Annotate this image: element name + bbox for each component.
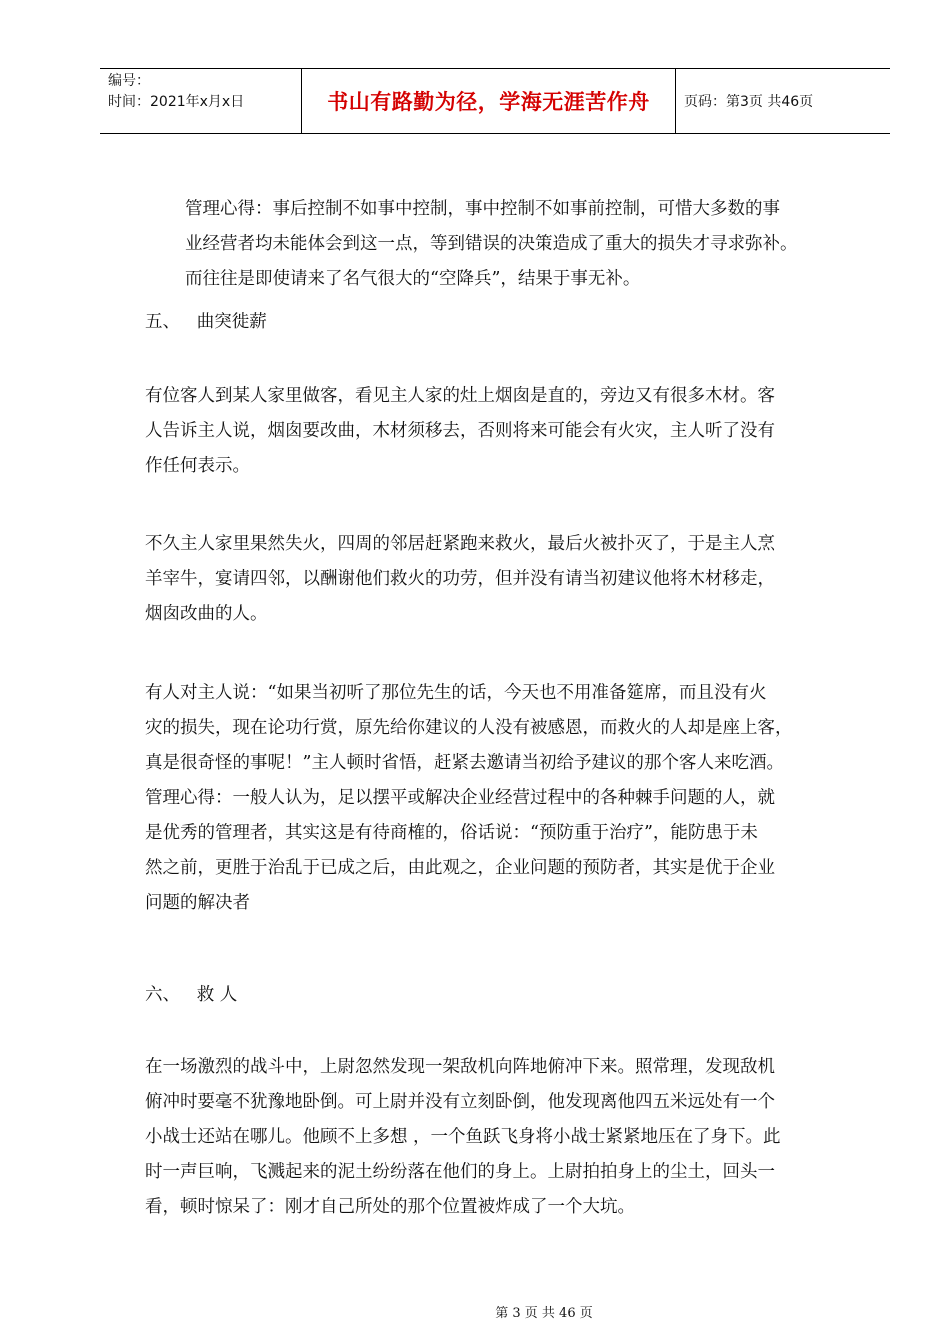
text-line: 有位客人到某人家里做客，看见主人家的灶上烟囱是直的，旁边又有很多木材。客 bbox=[145, 386, 775, 406]
section-heading-5: 五、 曲突徙薪 bbox=[145, 312, 267, 332]
paragraph-story-fire bbox=[145, 527, 865, 632]
text-line: 在一场激烈的战斗中，上尉忽然发现一架敌机向阵地俯冲下来。照常理，发现敌机 bbox=[145, 1057, 775, 1077]
text-line: 俯冲时要毫不犹豫地卧倒。可上尉并没有立刻卧倒，他发现离他四五米远处有一个 bbox=[145, 1092, 775, 1112]
text-line: 灾的损失，现在论功行赏，原先给你建议的人没有被感恩，而救火的人却是座上客， bbox=[145, 718, 793, 738]
header-meta bbox=[100, 69, 301, 133]
text-line: 人告诉主人说，烟囱要改曲，木材须移去，否则将来可能会有火灾，主人听了没有 bbox=[145, 421, 775, 441]
header-motto: 书山有路勤为径，学海无涯苦作舟 bbox=[327, 90, 650, 114]
text-line: 真是很奇怪的事呢！”主人顿时省悟，赶紧去邀请当初给予建议的那个客人来吃酒。 bbox=[145, 753, 784, 773]
document-time-label: 时间：2021年x月x日 bbox=[108, 94, 245, 110]
document-number-label: 编号： bbox=[108, 73, 150, 89]
header-motto-cell bbox=[301, 69, 676, 133]
text-line: 看，顿时惊呆了：刚才自己所处的那个位置被炸成了一个大坑。 bbox=[145, 1197, 635, 1217]
page-header bbox=[100, 68, 890, 134]
text-line: 是优秀的管理者，其实这是有待商榷的，俗话说：“预防重于治疗”，能防患于未 bbox=[145, 823, 758, 843]
text-line: 管理心得：事后控制不如事中控制，事中控制不如事前控制，可惜大多数的事 bbox=[185, 199, 780, 219]
text-line: 时一声巨响，飞溅起来的泥土纷纷落在他们的身上。上尉拍拍身上的尘土，回头一 bbox=[145, 1162, 775, 1182]
text-line: 烟囱改曲的人。 bbox=[145, 604, 268, 624]
footer-page-number: 第 3 页 共 46 页 bbox=[495, 1306, 593, 1321]
page-footer bbox=[0, 1302, 950, 1321]
text-line: 而往往是即使请来了名气很大的“空降兵”，结果于事无补。 bbox=[185, 269, 641, 289]
paragraph-story-rescue bbox=[145, 1050, 865, 1225]
text-line: 问题的解决者 bbox=[145, 893, 250, 913]
paragraph-management-insight-1 bbox=[185, 192, 865, 297]
text-line: 羊宰牛，宴请四邻，以酬谢他们救火的功劳，但并没有请当初建议他将木材移走， bbox=[145, 569, 775, 589]
section-heading-6: 六、 救 人 bbox=[145, 985, 238, 1005]
paragraph-story-guest bbox=[145, 379, 865, 484]
text-line: 作任何表示。 bbox=[145, 456, 250, 476]
text-line: 有人对主人说：“如果当初听了那位先生的话，今天也不用准备筵席，而且没有火 bbox=[145, 683, 767, 703]
paragraph-story-advice bbox=[145, 676, 865, 921]
text-line: 管理心得：一般人认为，足以摆平或解决企业经营过程中的各种棘手问题的人，就 bbox=[145, 788, 775, 808]
text-line: 然之前，更胜于治乱于已成之后，由此观之，企业问题的预防者，其实是优于企业 bbox=[145, 858, 775, 878]
text-line: 业经营者均未能体会到这一点，等到错误的决策造成了重大的损失才寻求弥补。 bbox=[185, 234, 798, 254]
header-page-code: 页码：第3页 共46页 bbox=[684, 94, 814, 110]
text-line: 不久主人家里果然失火，四周的邻居赶紧跑来救火，最后火被扑灭了，于是主人烹 bbox=[145, 534, 775, 554]
text-line: 小战士还站在哪儿。他顾不上多想 ，一个鱼跃飞身将小战士紧紧地压在了身下。此 bbox=[145, 1127, 781, 1147]
